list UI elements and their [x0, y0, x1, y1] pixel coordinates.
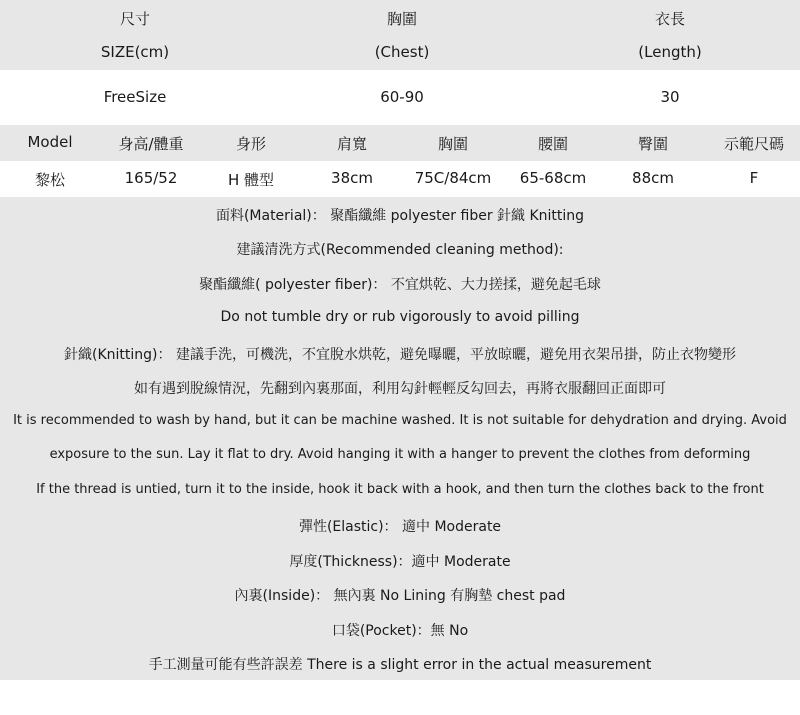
model-header-height-weight: 身高/體重	[118, 135, 184, 153]
model-value-height-weight: 165/52	[124, 169, 178, 187]
model-value-body-type: H 體型	[227, 171, 275, 189]
detail-knitting-care-zh: 針織(Knitting)： 建議手洗，可機洗，不宜脫水烘乾，避免曝曬，平放晾曬，避免用衣架吊掛，防止衣物變形	[64, 347, 736, 363]
details-panel	[0, 197, 800, 680]
detail-knitting-care-en-2: exposure to the sun. Lay it flat to dry. Avoid hanging it with a hanger to prevent the clothes from deforming	[49, 447, 751, 462]
model-header-model: Model	[27, 133, 73, 151]
model-header-chest: 胸圍	[437, 135, 469, 153]
model-value-hip: 88cm	[632, 169, 674, 187]
detail-polyester-care-zh: 聚酯纖維( polyester fiber)： 不宜烘乾、大力搓揉，避免起毛球	[199, 277, 601, 293]
model-header-body-type: 身形	[235, 135, 267, 153]
size-header-en-size: SIZE(cm)	[100, 43, 170, 61]
model-header-size-worn: 示範尺碼	[723, 135, 785, 153]
size-value-length: 30	[660, 88, 680, 106]
detail-material: 面料(Material)： 聚酯纖維 polyester fiber 針織 Knitting	[215, 208, 585, 224]
size-header-zh-size: 尺寸	[119, 10, 151, 28]
model-header-waist: 腰圍	[537, 135, 569, 153]
detail-inside: 內裏(Inside)： 無內裏 No Lining 有胸墊 chest pad	[234, 588, 566, 604]
model-value-chest: 75C/84cm	[414, 169, 492, 187]
size-header-en-length: (Length)	[638, 43, 702, 61]
detail-knitting-care-en-1: It is recommended to wash by hand, but it can be machine washed. It is not suitable for dehydration and drying. Avoid	[13, 413, 787, 428]
size-value-size: FreeSize	[103, 88, 167, 106]
size-header-en-chest: (Chest)	[374, 43, 430, 61]
model-header-shoulder: 肩寬	[336, 135, 368, 153]
model-value-name: 黎松	[34, 171, 66, 189]
detail-polyester-care-en: Do not tumble dry or rub vigorously to avoid pilling	[220, 309, 580, 325]
model-header-hip: 臀圍	[637, 135, 669, 153]
size-header-zh-chest: 胸圍	[386, 10, 418, 28]
size-value-chest: 60-90	[380, 88, 424, 106]
detail-cleaning-heading: 建議清洗方式(Recommended cleaning method):	[236, 242, 564, 258]
model-value-size-worn: F	[749, 169, 759, 187]
detail-loose-thread-zh: 如有遇到脫線情況，先翻到內裏那面，利用勾針輕輕反勾回去，再將衣服翻回正面即可	[134, 381, 666, 397]
detail-elastic: 彈性(Elastic)： 適中 Moderate	[298, 519, 502, 535]
detail-thickness: 厚度(Thickness)：適中 Moderate	[289, 554, 511, 570]
detail-measurement-note: 手工測量可能有些許誤差 There is a slight error in the actual measurement	[148, 657, 652, 673]
detail-pocket: 口袋(Pocket)：無 No	[331, 623, 469, 639]
model-table-row	[0, 161, 800, 197]
model-value-shoulder: 38cm	[331, 169, 373, 187]
detail-loose-thread-en: If the thread is untied, turn it to the inside, hook it back with a hook, and then turn the clothes back to the front	[36, 482, 764, 497]
model-value-waist: 65-68cm	[519, 169, 587, 187]
size-header-zh-length: 衣長	[654, 10, 686, 28]
